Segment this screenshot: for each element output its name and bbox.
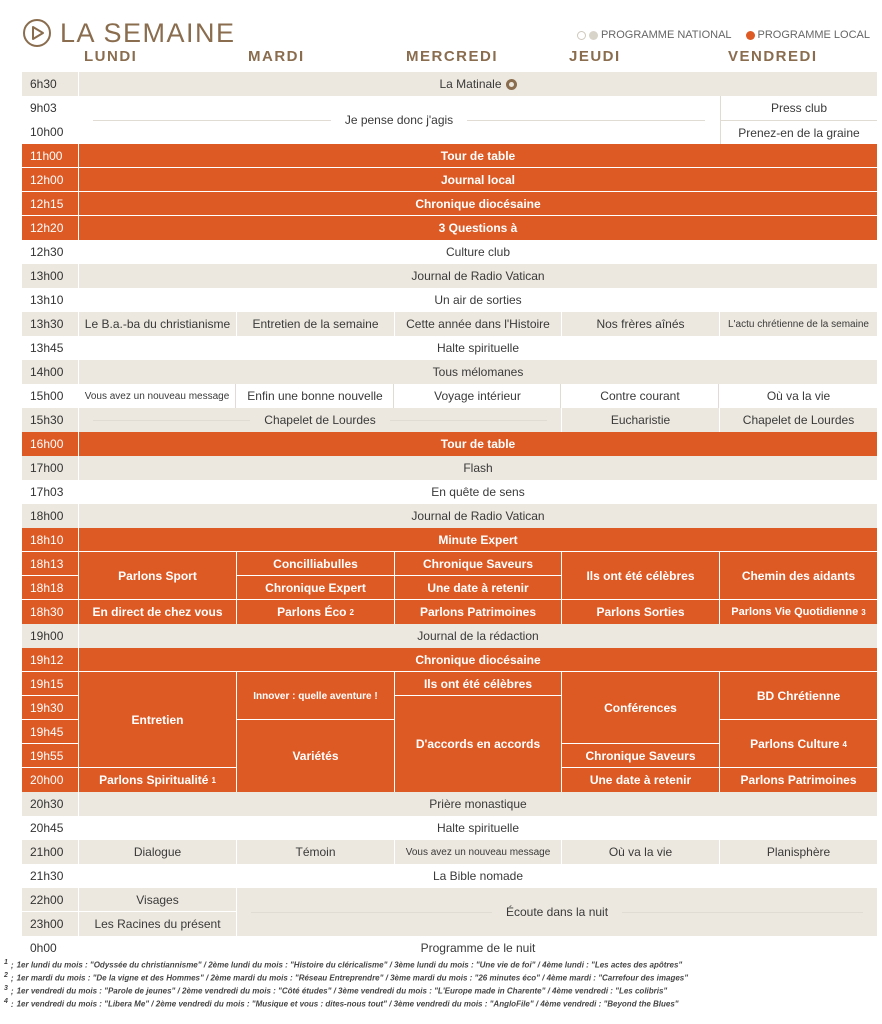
program-cell: La Bible nomade bbox=[79, 864, 877, 888]
program-cell: Chronique diocésaine bbox=[79, 192, 877, 216]
program-cell: Innover : quelle aventure ! bbox=[237, 672, 394, 720]
program-cell: Tous mélomanes bbox=[79, 360, 877, 384]
program-cell: Parlons Patrimoines bbox=[720, 768, 877, 792]
program-cell: Chapelet de Lourdes bbox=[79, 408, 561, 432]
time-slot: 15h00 bbox=[22, 384, 78, 408]
program-cell: Chronique diocésaine bbox=[79, 648, 877, 672]
day-header-vendredi: VENDREDI bbox=[728, 48, 818, 65]
program-cell: Chronique Saveurs bbox=[395, 552, 561, 576]
program-cell: Parlons Spiritualité 1 bbox=[79, 768, 236, 792]
program-cell: D'accords en accords bbox=[395, 696, 561, 792]
time-slot: 22h00 bbox=[22, 888, 78, 912]
program-cell: Parlons Patrimoines bbox=[395, 600, 561, 624]
program-cell: Journal de la rédaction bbox=[79, 624, 877, 648]
program-cell: Nos frères aînés bbox=[562, 312, 719, 336]
time-slot: 9h03 bbox=[22, 96, 78, 120]
program-cell: Tour de table bbox=[79, 432, 877, 456]
time-slot: 19h12 bbox=[22, 648, 78, 672]
time-slot: 20h45 bbox=[22, 816, 78, 840]
program-cell: Tour de table bbox=[79, 144, 877, 168]
footnote-mark: 1 bbox=[211, 775, 216, 785]
time-slot: 17h03 bbox=[22, 480, 78, 504]
program-cell: Planisphère bbox=[720, 840, 877, 864]
time-slot: 20h30 bbox=[22, 792, 78, 816]
time-slot: 12h00 bbox=[22, 168, 78, 192]
program-cell: La Matinale bbox=[79, 72, 877, 96]
program-cell: Culture club bbox=[79, 240, 877, 264]
program-cell: Parlons Culture 4 bbox=[720, 720, 877, 768]
program-cell: Ils ont été célèbres bbox=[562, 552, 719, 600]
footnotes bbox=[4, 956, 864, 1008]
time-slot: 17h00 bbox=[22, 456, 78, 480]
time-slot: 23h00 bbox=[22, 912, 78, 936]
time-slot: 21h00 bbox=[22, 840, 78, 864]
program-cell: Visages bbox=[79, 888, 236, 912]
program-cell: Chronique Expert bbox=[237, 576, 394, 600]
program-cell: Entretien de la semaine bbox=[237, 312, 394, 336]
time-slot: 13h30 bbox=[22, 312, 78, 336]
footnote-mark: 3 bbox=[861, 607, 866, 617]
footnote: $^4$ : 1er vendredi du mois : "Libera Me" / 2ème vendredi du mois : "Musique et vous : dites-nous tout" / 3ème vendredi du mois : "AngloFile" / 4ème vendredi : "Beyond the Blues" bbox=[4, 998, 679, 1009]
time-slot: 11h00 bbox=[22, 144, 78, 168]
program-cell: Vous avez un nouveau message bbox=[395, 840, 561, 864]
radio-icon bbox=[506, 79, 517, 90]
program-cell: Voyage intérieur bbox=[395, 384, 561, 408]
program-cell: En direct de chez vous bbox=[79, 600, 236, 624]
program-cell: Enfin une bonne nouvelle bbox=[237, 384, 394, 408]
program-cell: Contre courant bbox=[562, 384, 719, 408]
time-slot: 19h55 bbox=[22, 744, 78, 768]
program-cell: Une date à retenir bbox=[395, 576, 561, 600]
schedule-grid bbox=[22, 72, 877, 960]
time-slot: 19h15 bbox=[22, 672, 78, 696]
program-cell: Flash bbox=[79, 456, 877, 480]
time-slot: 12h30 bbox=[22, 240, 78, 264]
day-header-jeudi: JEUDI bbox=[569, 48, 621, 65]
legend bbox=[577, 29, 870, 41]
page-title: LA SEMAINE bbox=[60, 17, 236, 48]
program-cell: Eucharistie bbox=[562, 408, 719, 432]
program-cell: Chapelet de Lourdes bbox=[720, 408, 877, 432]
program-cell: 3 Questions à bbox=[79, 216, 877, 240]
program-cell: Programme de le nuit bbox=[79, 936, 877, 960]
program-cell: Chronique Saveurs bbox=[562, 744, 719, 768]
legend-local-label: PROGRAMME LOCAL bbox=[757, 29, 870, 41]
program-cell: Les Racines du présent bbox=[79, 912, 236, 936]
footnote-mark: 2 bbox=[349, 607, 354, 617]
program-cell: Parlons Sport bbox=[79, 552, 236, 600]
time-slot: 6h30 bbox=[22, 72, 78, 96]
program-cell: Chemin des aidants bbox=[720, 552, 877, 600]
program-cell: Où va la vie bbox=[562, 840, 719, 864]
program-cell: Témoin bbox=[237, 840, 394, 864]
program-cell: Écoute dans la nuit bbox=[237, 888, 877, 936]
program-cell: Je pense donc j'agis bbox=[79, 96, 719, 144]
play-icon bbox=[22, 18, 52, 48]
time-slot: 21h30 bbox=[22, 864, 78, 888]
day-header-mercredi: MERCREDI bbox=[406, 48, 499, 65]
program-cell: Prenez-en de la graine bbox=[720, 120, 877, 144]
program-cell: Journal local bbox=[79, 168, 877, 192]
program-cell: L'actu chrétienne de la semaine bbox=[720, 312, 877, 336]
time-slot: 0h00 bbox=[22, 936, 78, 960]
program-cell: Où va la vie bbox=[720, 384, 877, 408]
program-cell: Cette année dans l'Histoire bbox=[395, 312, 561, 336]
time-slot: 16h00 bbox=[22, 432, 78, 456]
program-cell: Prière monastique bbox=[79, 792, 877, 816]
time-slot: 13h00 bbox=[22, 264, 78, 288]
time-slot: 14h00 bbox=[22, 360, 78, 384]
program-cell: Une date à retenir bbox=[562, 768, 719, 792]
program-cell: BD Chrétienne bbox=[720, 672, 877, 720]
program-cell: Halte spirituelle bbox=[79, 816, 877, 840]
program-cell: Conférences bbox=[562, 672, 719, 744]
program-cell: Minute Expert bbox=[79, 528, 877, 552]
footnote: $^2$ ; 1er mardi du mois : "De la vigne et des Hommes" / 2ème mardi du mois : "Réseau Entreprendre" / 3ème mardi du mois : "26 minutes éco" / 4ème mardi : "Carrefour des images" bbox=[4, 972, 689, 983]
brand bbox=[22, 18, 236, 48]
program-cell: Dialogue bbox=[79, 840, 236, 864]
footnote: $^3$ ; 1er vendredi du mois : "Parole de jeunes" / 2ème vendredi du mois : "Côté études" / 3ème vendredi du mois : "L'Europe made in Charente" / 4ème vendredi : "Les colibris" bbox=[4, 985, 668, 996]
program-cell: Entretien bbox=[79, 672, 236, 768]
day-header-lundi: LUNDI bbox=[84, 48, 138, 65]
program-cell: Ils ont été célèbres bbox=[395, 672, 561, 696]
time-slot: 13h10 bbox=[22, 288, 78, 312]
footnote-mark: 4 bbox=[842, 739, 847, 749]
time-slot: 15h30 bbox=[22, 408, 78, 432]
program-cell: Variétés bbox=[237, 720, 394, 792]
footnote: $^1$ ; 1er lundi du mois : "Odyssée du christiannisme" / 2ème lundi du mois : "Histoire du cléricalisme" / 3ème lundi du mois : "Une vie de foi" / 4ème lundi : "Les actes des apôtres" bbox=[4, 959, 683, 970]
time-slot: 20h00 bbox=[22, 768, 78, 792]
time-slot: 13h45 bbox=[22, 336, 78, 360]
time-slot: 18h10 bbox=[22, 528, 78, 552]
time-slot: 18h30 bbox=[22, 600, 78, 624]
time-slot: 12h15 bbox=[22, 192, 78, 216]
time-slot: 19h30 bbox=[22, 696, 78, 720]
program-cell: Parlons Éco 2 bbox=[237, 600, 394, 624]
program-cell: Concilliabulles bbox=[237, 552, 394, 576]
program-cell: Le B.a.-ba du christianisme bbox=[79, 312, 236, 336]
program-cell: Parlons Vie Quotidienne 3 bbox=[720, 600, 877, 624]
program-cell: Halte spirituelle bbox=[79, 336, 877, 360]
day-header-mardi: MARDI bbox=[248, 48, 305, 65]
legend-national-outline-dot bbox=[577, 31, 586, 40]
time-slot: 19h45 bbox=[22, 720, 78, 744]
legend-local-dot bbox=[746, 31, 755, 40]
program-cell: Un air de sorties bbox=[79, 288, 877, 312]
program-cell: Vous avez un nouveau message bbox=[79, 384, 236, 408]
time-slot: 18h18 bbox=[22, 576, 78, 600]
program-cell: Journal de Radio Vatican bbox=[79, 264, 877, 288]
program-cell: Parlons Sorties bbox=[562, 600, 719, 624]
legend-national-dot bbox=[589, 31, 598, 40]
time-slot: 12h20 bbox=[22, 216, 78, 240]
legend-national-label: PROGRAMME NATIONAL bbox=[600, 29, 732, 41]
time-slot: 18h13 bbox=[22, 552, 78, 576]
time-slot: 10h00 bbox=[22, 120, 78, 144]
time-slot: 19h00 bbox=[22, 624, 78, 648]
program-cell: En quête de sens bbox=[79, 480, 877, 504]
program-cell: Press club bbox=[720, 96, 877, 120]
program-cell: Journal de Radio Vatican bbox=[79, 504, 877, 528]
time-slot: 18h00 bbox=[22, 504, 78, 528]
